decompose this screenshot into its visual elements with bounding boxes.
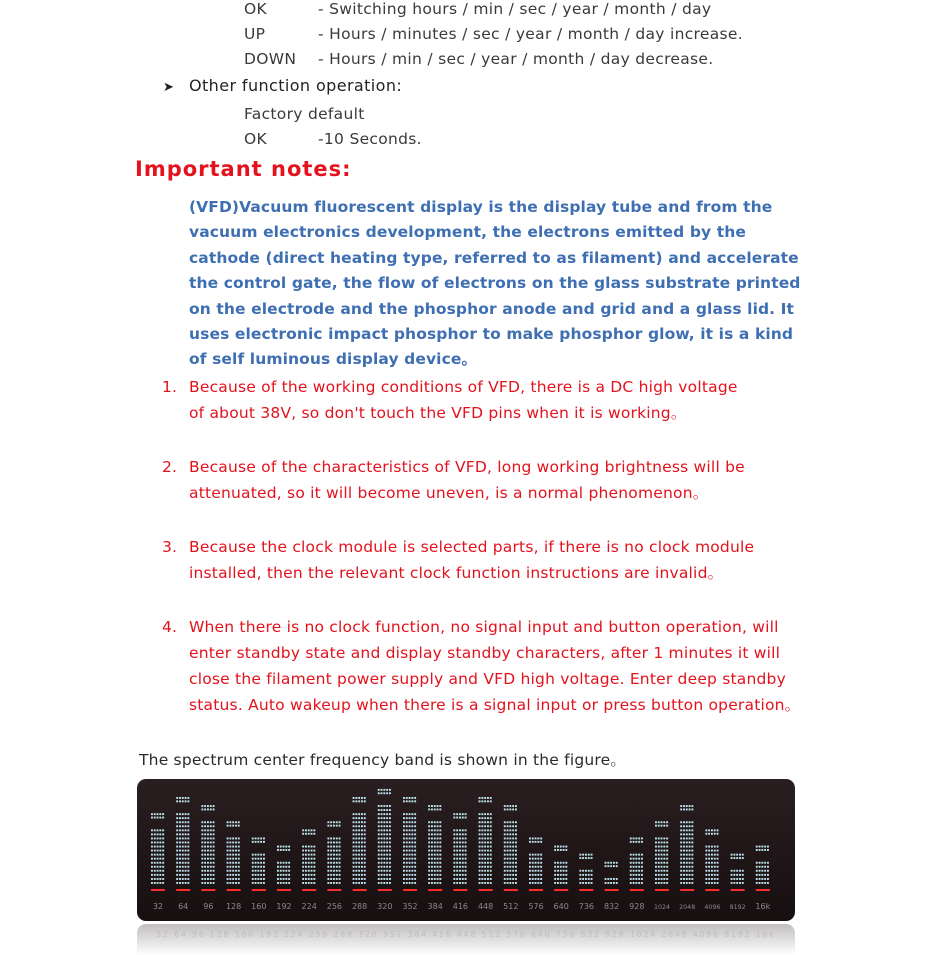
- band-label: 4096: [704, 904, 721, 911]
- setting-desc: - Hours / minutes / sec / year / month / day increase.: [318, 25, 743, 43]
- setting-row-up: [0, 25, 929, 47]
- spectrum-bar-224: [302, 829, 315, 884]
- band-label: 640: [553, 902, 569, 911]
- band-label: 2048: [679, 904, 696, 911]
- baseline-segment: [201, 889, 215, 891]
- spectrum-bar-1024: [655, 821, 668, 884]
- note-number: 2.: [162, 458, 178, 476]
- baseline-segment: [655, 889, 669, 891]
- spectrum-bar-288: [353, 797, 366, 884]
- band-label: 288: [351, 902, 368, 911]
- baseline-segment: [479, 889, 493, 891]
- spectrum-bar-320: [378, 789, 391, 884]
- factory-default-text: Factory default: [244, 105, 365, 123]
- baseline-segment: [252, 889, 266, 891]
- spectrum-bar-832: [605, 862, 618, 884]
- note-item-4: [162, 614, 822, 718]
- baseline-segment: [453, 889, 467, 891]
- note-text: Because the clock module is selected parts, if there is no clock module installed, then the relevant clock function instructions are invalid。: [189, 538, 755, 582]
- note-number: 4.: [162, 618, 178, 636]
- spectrum-bar-2048: [680, 805, 693, 884]
- band-label: 192: [276, 902, 292, 911]
- band-label: 96: [203, 902, 214, 911]
- vfd-spectrum-panel: [137, 779, 795, 921]
- baseline-segment: [277, 889, 291, 891]
- spectrum-bar-160: [252, 838, 265, 884]
- note-text: Because of the working conditions of VFD, there is a DC high voltage of about 38V, so don't touch the VFD pins when it is working。: [189, 378, 738, 422]
- band-label: 384: [427, 902, 443, 911]
- band-label: 224: [301, 902, 317, 911]
- baseline-segment: [529, 889, 543, 891]
- setting-key: DOWN: [244, 50, 297, 68]
- note-number: 1.: [162, 378, 178, 396]
- spectrum-bar-8192: [731, 854, 744, 884]
- spectrum-bar-256: [327, 821, 340, 884]
- spectrum-bar-192: [277, 846, 290, 884]
- baseline-segment: [756, 889, 770, 891]
- baseline-segment: [630, 889, 644, 891]
- band-label: 320: [377, 902, 393, 911]
- spectrum-caption: The spectrum center frequency band is shown in the figure。: [139, 751, 627, 769]
- baseline-segment: [705, 889, 719, 891]
- spectrum-bar-16k: [756, 846, 769, 884]
- setting-desc: - Switching hours / min / sec / year / month / day: [318, 0, 712, 18]
- band-label: 128: [225, 902, 242, 911]
- note-number: 3.: [162, 538, 178, 556]
- spectrum-bar-448: [479, 797, 492, 884]
- panel-reflection: [137, 924, 795, 955]
- note-item-3: [162, 534, 822, 586]
- band-label: 352: [402, 902, 418, 911]
- band-label: 8192: [729, 904, 746, 911]
- spectrum-display: [137, 779, 795, 921]
- band-label: 512: [503, 902, 519, 911]
- spectrum-bar-128: [227, 821, 240, 884]
- baseline-segment: [227, 889, 241, 891]
- spectrum-bar-32: [151, 813, 164, 884]
- baseline-segment: [579, 889, 593, 891]
- band-label: 416: [452, 902, 469, 911]
- baseline-segment: [680, 889, 694, 891]
- baseline-segment: [378, 889, 392, 891]
- note-item-1: [162, 374, 822, 426]
- spectrum-bar-96: [201, 805, 214, 884]
- band-label: 448: [477, 902, 494, 911]
- setting-desc: -10 Seconds.: [318, 130, 422, 148]
- baseline-segment: [403, 889, 417, 891]
- note-text: When there is no clock function, no signal input and button operation, will enter standby state and display standby characters, after 1 minutes it will close the filament power supply and VFD high voltage. Enter deep standby status. Auto wakeup when there is a signal input or press button operation。: [189, 618, 801, 714]
- baseline-segment: [151, 889, 165, 891]
- spectrum-bar-416: [453, 813, 466, 884]
- baseline-segment: [353, 889, 367, 891]
- band-label: 160: [251, 902, 267, 911]
- baseline-segment: [605, 889, 619, 891]
- band-label: 928: [629, 902, 645, 911]
- factory-default-label: [244, 105, 365, 123]
- baseline-segment: [504, 889, 518, 891]
- setting-row-down: [0, 50, 929, 72]
- spectrum-bar-64: [176, 797, 189, 884]
- baseline-segment: [731, 889, 745, 891]
- baseline-segment: [554, 889, 568, 891]
- band-label: 736: [578, 902, 595, 911]
- band-label: 256: [326, 902, 343, 911]
- band-label: 64: [178, 902, 189, 911]
- band-label: 16k: [755, 902, 771, 911]
- spectrum-bar-576: [529, 838, 542, 884]
- baseline-segment: [327, 889, 341, 891]
- arrow-bullet-icon: ➤: [163, 80, 175, 95]
- note-text: Because of the characteristics of VFD, long working brightness will be attenuated, so it will become uneven, is a normal phenomenon。: [189, 458, 745, 502]
- important-notes-heading: Important notes:: [135, 157, 352, 181]
- reflection-band-labels: 32 64 96 128 160 192 224 256 288 320 352 384 416 448 512 576 640 736 832 928 1024 2048 4096 8192 16k: [156, 930, 776, 939]
- setting-key: UP: [244, 25, 266, 43]
- setting-desc: - Hours / min / sec / year / month / day decrease.: [318, 50, 714, 68]
- vfd-intro-paragraph: (VFD)Vacuum fluorescent display is the display tube and from the vacuum electronics development, the electrons emitted by the cathode (direct heating type, referred to as filament) and accelerate the control gate, the flow of electrons on the glass substrate printed on the electrode and the phosphor anode and grid and a glass lid. It uses electronic impact phosphor to make phosphor glow, it is a kind of self luminous display device。: [189, 198, 801, 369]
- baseline-segment: [302, 889, 316, 891]
- baseline-segment: [176, 889, 190, 891]
- band-label: 576: [528, 902, 544, 911]
- spectrum-bar-384: [428, 805, 441, 884]
- band-label: 832: [603, 902, 620, 911]
- setting-key: OK: [244, 130, 267, 148]
- other-function-title: [163, 76, 402, 95]
- setting-key: OK: [244, 0, 267, 18]
- setting-row-ok: [0, 0, 929, 22]
- factory-row-ok: [0, 130, 929, 152]
- spectrum-bar-352: [403, 797, 416, 884]
- band-label: 32: [152, 902, 164, 911]
- spectrum-bar-512: [504, 805, 517, 884]
- band-label: 1024: [653, 904, 671, 911]
- spectrum-bar-928: [630, 838, 643, 884]
- baseline-segment: [428, 889, 442, 891]
- section-title: Other function operation:: [189, 76, 403, 95]
- spectrum-bar-4096: [705, 829, 718, 884]
- spectrum-bar-640: [554, 846, 567, 884]
- note-item-2: [162, 454, 822, 506]
- spectrum-bar-736: [579, 854, 592, 884]
